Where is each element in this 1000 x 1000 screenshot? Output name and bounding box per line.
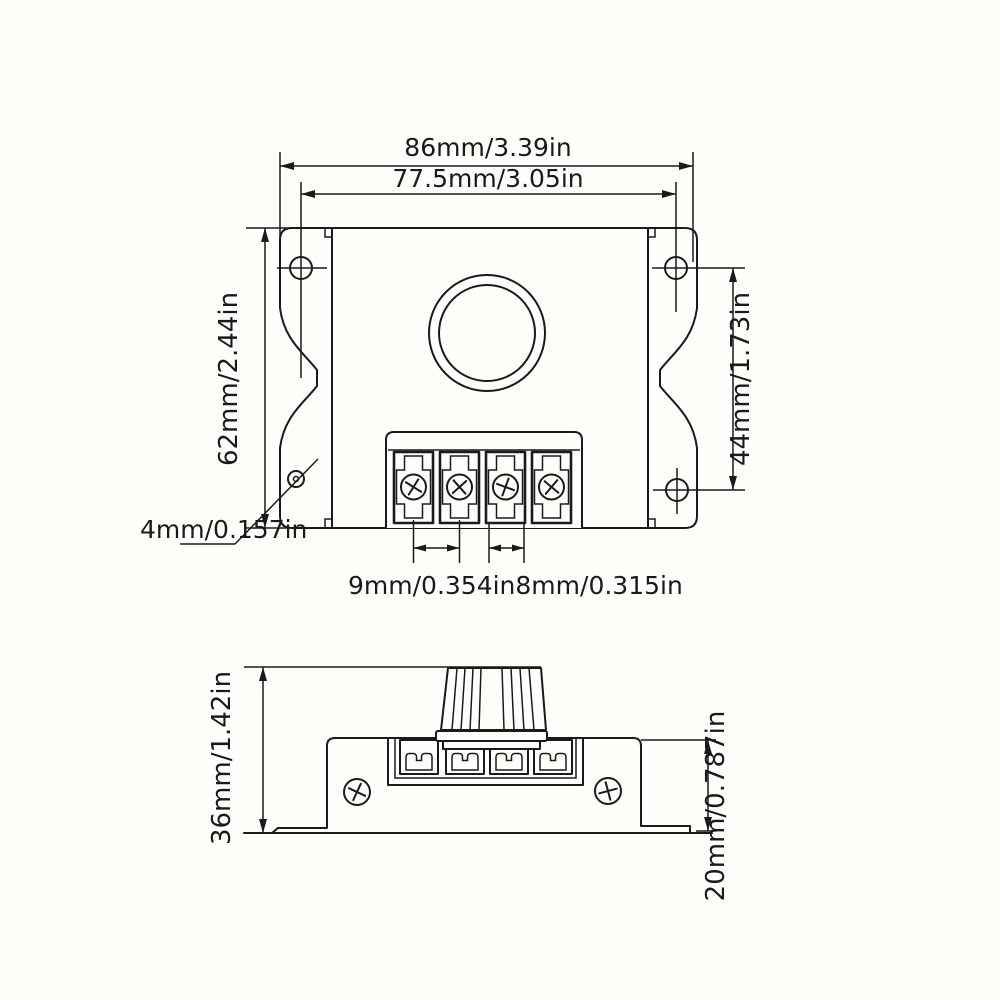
case-screw-right [595, 778, 621, 804]
hole-spacing-height-label: 44mm/1.73in [726, 291, 756, 467]
overall-width-label: 86mm/3.39in [404, 133, 572, 162]
dimension-hole-spacing-width [301, 164, 676, 198]
overall-height-label: 62mm/2.44in [214, 291, 244, 467]
knob-flange [436, 731, 547, 741]
terminal-pitch-labels [348, 571, 683, 600]
dimension-hole-spacing-height [726, 268, 756, 490]
mount-hole-diameter-label: 4mm/0.157in [140, 515, 308, 544]
side-overall-height-label: 36mm/1.42in [207, 670, 237, 846]
dimension-terminal-pitch [348, 520, 683, 600]
top-view-drawing [140, 133, 756, 600]
terminal-pitch-a-label: 9mm/0.354in [348, 571, 516, 600]
hole-spacing-width-label: 77.5mm/3.05in [392, 164, 584, 193]
terminal-pitch-b-label: 8mm/0.315in [515, 571, 683, 600]
terminal-block-top-view [386, 432, 582, 528]
case-height-label: 20mm/0.787in [701, 710, 731, 902]
case-screw-left [344, 779, 370, 805]
dimension-case-height [641, 711, 731, 902]
right-mounting-ear [648, 228, 697, 528]
knob-side-view [441, 668, 546, 730]
left-mounting-ear [280, 228, 332, 528]
knob-base-seat [443, 741, 540, 749]
side-view-drawing [207, 667, 731, 901]
